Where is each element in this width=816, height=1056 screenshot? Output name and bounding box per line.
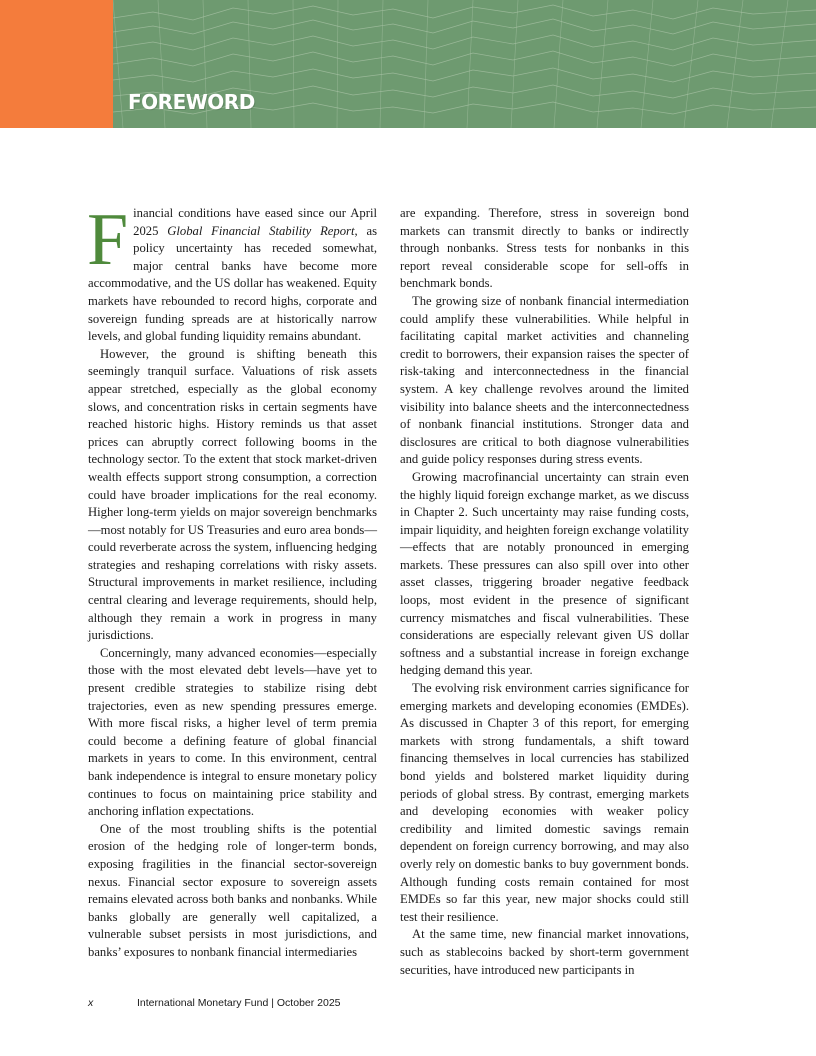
body-paragraph: The growing size of nonbank financial intermediation could amplify these vulnerabilities. While helpful in facilitating capital market activities and channeling credit to borrowers, their expansion raises the specter of risk-taking and interconnectedness in the financial system. A key challenge revolves around the limited visibility into balance sheets and the interconnectedness of nonbank financial institutions. Stronger data and disclosures are critical to both diagnose vulnerabilities and guide policy responses during stress events. [400,293,689,467]
page-number: x [88,997,94,1009]
body-paragraph: One of the most troubling shifts is the potential erosion of the hedging role of longer-term bonds, exposing fragilities in the financial sector-sovereign nexus. Financial sector exposure to sovereign assets remains elevated across both banks and nonbanks. While banks globally are generally well capitalized, a vulnerable subset persists in most jurisdictions, and banks’ exposures to nonbank financial intermediaries [88,821,377,959]
orange-header-block [0,0,113,128]
paragraph-text: inancial conditions have eased since our April 2025 [133,206,377,238]
page-footer [88,997,341,1009]
dropcap-letter: F [87,199,129,281]
right-text-column [400,205,689,979]
body-paragraph: At the same time, new financial market innovations, such as stablecoins backed by short-term government securities, have introduced new participants in [400,927,689,977]
body-paragraph: are expanding. Therefore, stress in sovereign bond markets can transmit directly to banks or indirectly through nonbanks. Stress tests for nonbanks in this report reveal considerable scope for sell-offs in benchmark bonds. [400,206,689,291]
left-text-column [87,199,377,962]
paragraph-text: , as policy uncertainty has receded somewhat, major central banks have become more accommodative, and the US dollar has weakened. Equity markets have rebounded to record highs, corporate and sovereign funding spreads are at historically narrow levels, and global funding liquidity remains abundant. [88,223,377,344]
report-title-italic: Global Financial Stability Report [167,223,355,238]
footer-source: International Monetary Fund | October 2025 [137,997,341,1009]
body-paragraph: However, the ground is shifting beneath this seemingly tranquil surface. Valuations of risk assets appear stretched, especially as the global economy slows, and concentration risks in certain segments have reached historic highs. History reminds us that asset prices can abruptly correct following booms in the technology sector. To the extent that stock market-driven wealth effects support strong consumption, a correction could have broader implications for the real economy. Higher long-term yields on major sovereign benchmarks—most notably for US Treasuries and euro area bonds—could reverberate across the system, influencing hedging strategies and reshaping correlations with risky assets. Structural improvements in market resilience, including central clearing and leverage requirements, should help, although they remain a work in progress in many jurisdictions. [88,346,377,643]
body-paragraph [87,199,377,346]
body-paragraph: Growing macrofinancial uncertainty can strain even the highly liquid foreign exchange market, as we discuss in Chapter 2. Such uncertainty may raise funding costs, impair liquidity, and heighten foreign exchange volatility—effects that are notably pronounced in emerging markets. These pressures can also spill over into other asset classes, triggering broader negative feedback loops, most evident in the presence of significant currency mismatches and fiscal vulnerabilities. These considerations are especially relevant given US dollar softness and a substantial increase in foreign exchange hedging demand this year. [400,469,689,678]
page-title: FOREWORD [128,90,255,114]
body-paragraph: Concerningly, many advanced economies—especially those with the most elevated debt levels—have yet to present credible strategies to stabilize rising debt trajectories, even as new spending pressures emerge. With more fiscal risks, a higher level of term premia could become a defining feature of global financial markets in years to come. In this environment, central bank independence is integral to ensure monetary policy continues to focus on maintaining price stability and anchoring inflation expectations. [88,645,377,819]
body-paragraph: The evolving risk environment carries significance for emerging markets and developing economies (EMDEs). As discussed in Chapter 3 of this report, for emerging markets with strong fundamentals, a shift toward financing themselves in local currencies has stabilized bond yields and bolstered market liquidity during periods of global stress. By contrast, emerging markets and developing economies with weaker policy credibility and limited domestic savings remain dependent on foreign currency borrowing, and may also overly rely on domestic banks to buy government bonds. Although funding costs remain contained for most EMDEs so far this year, new major shocks could still test their resilience. [400,681,689,924]
